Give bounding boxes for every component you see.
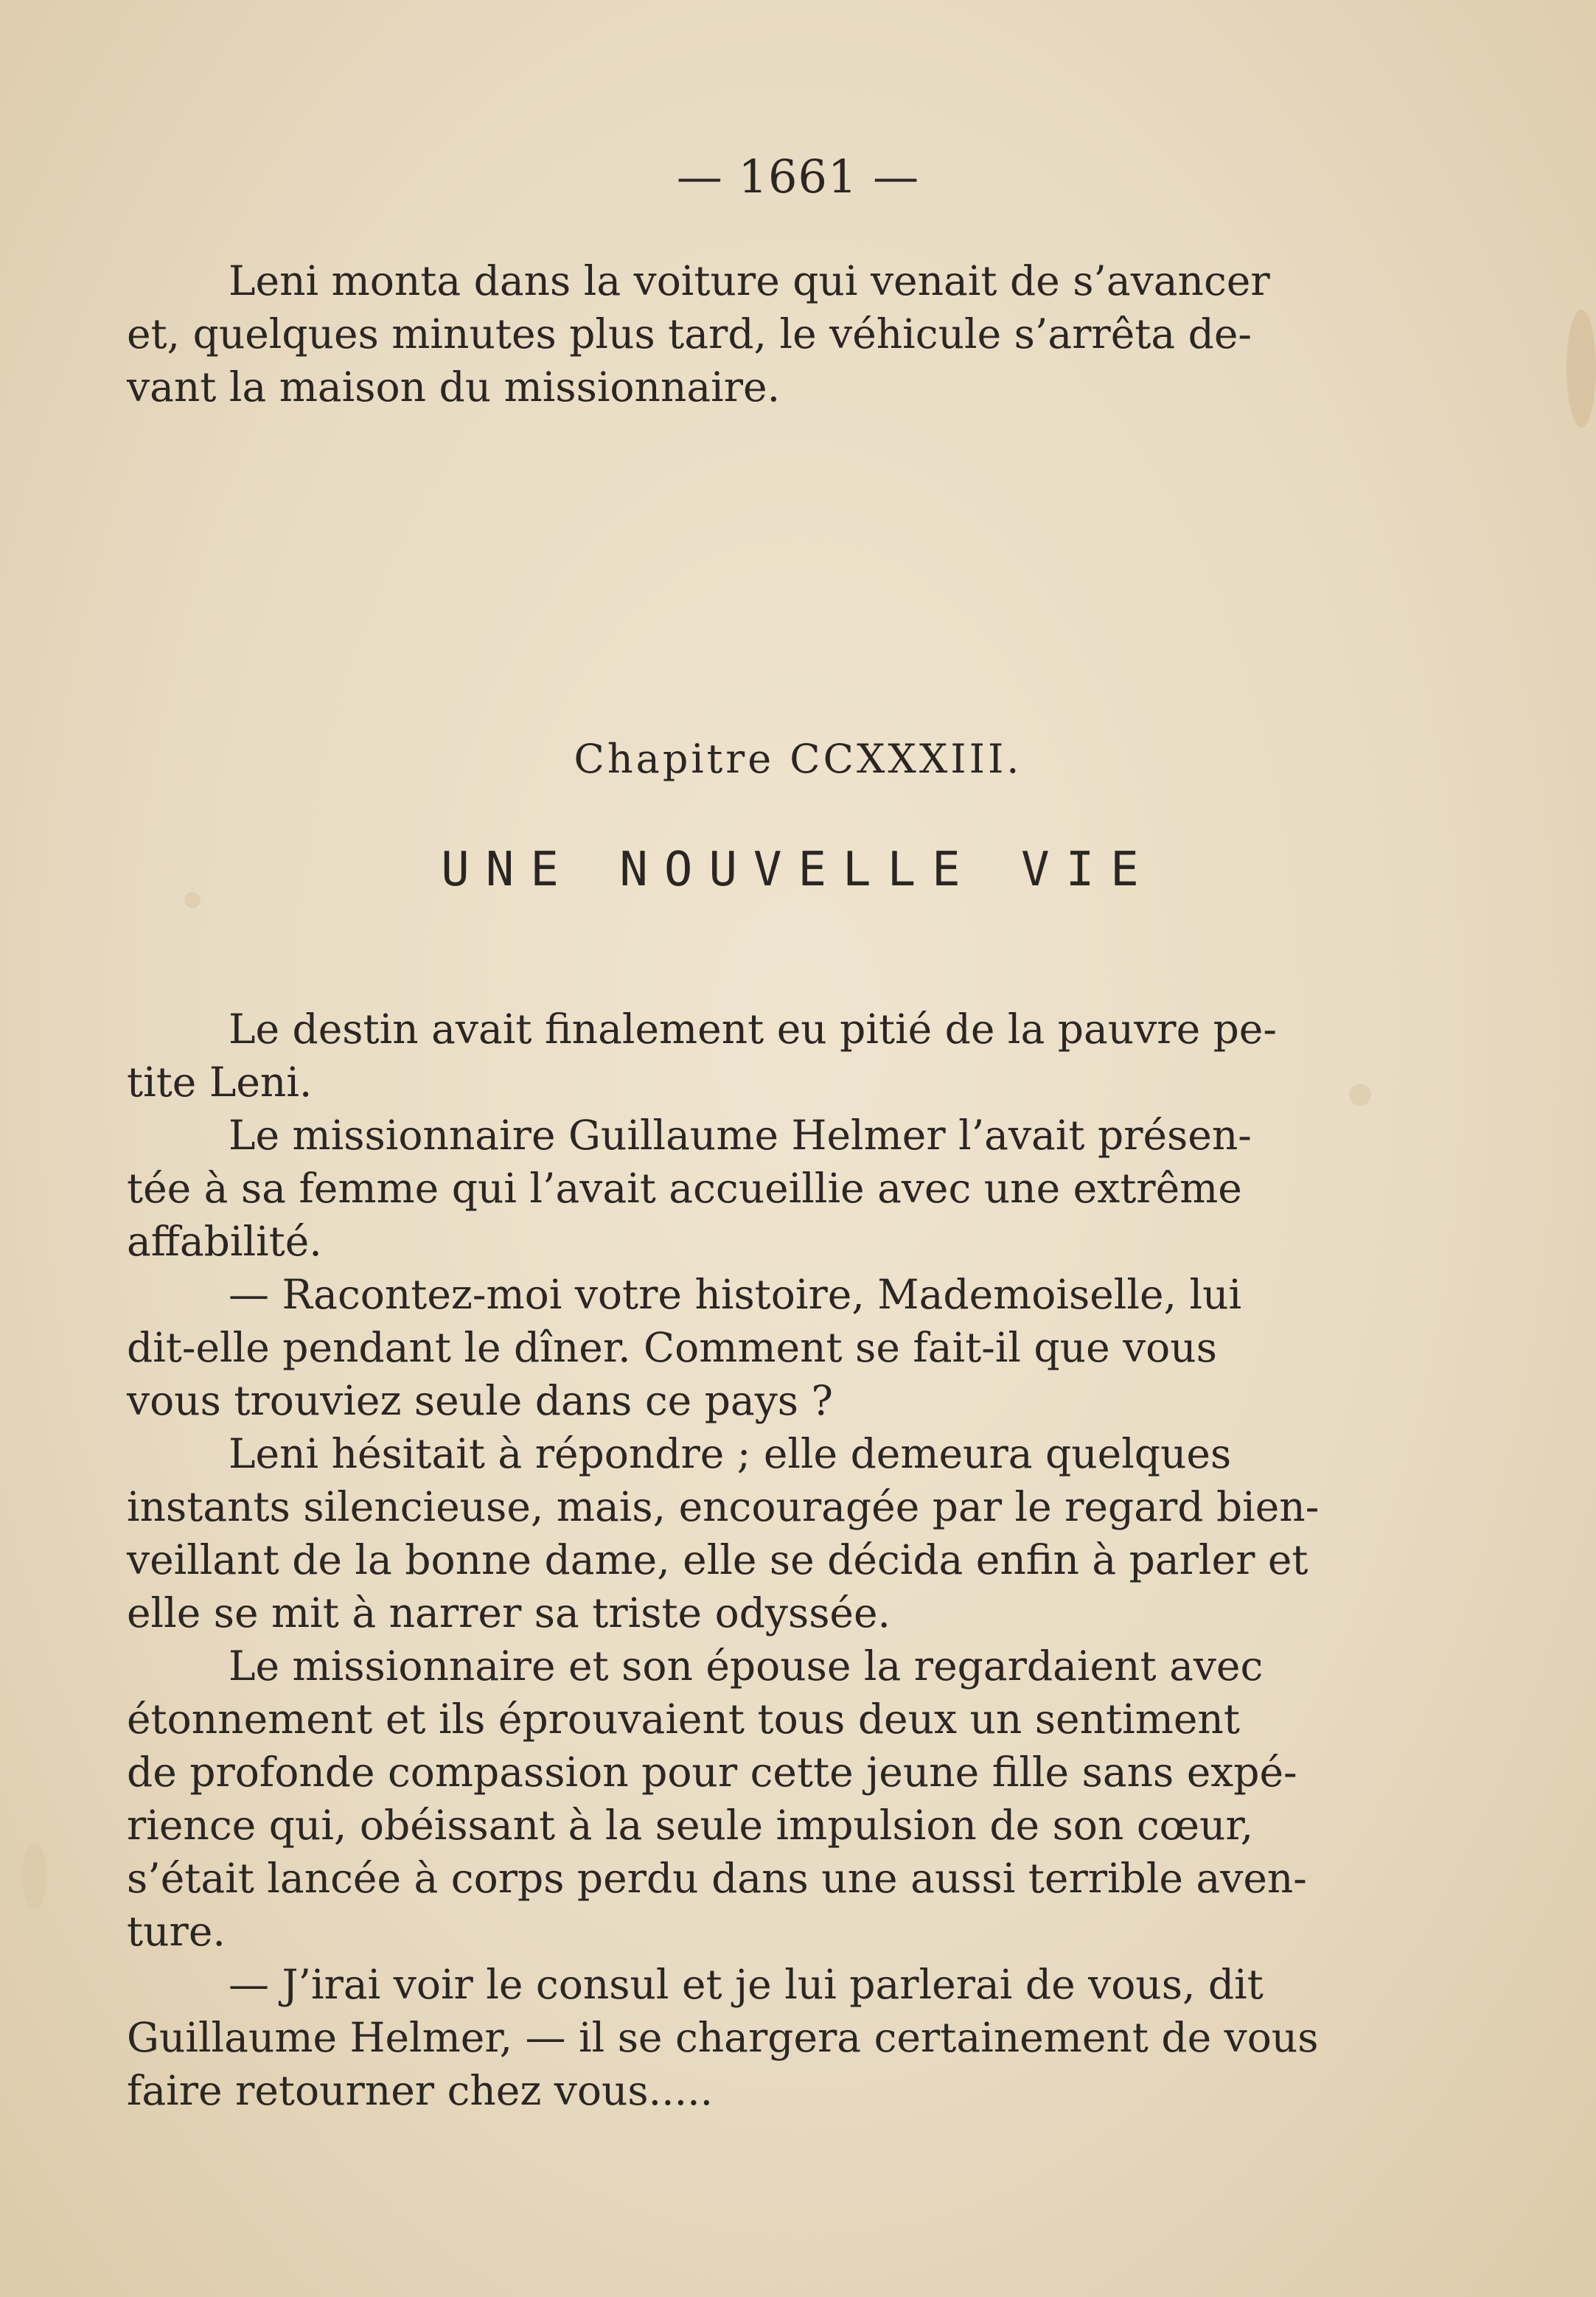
paper-stain [1567, 310, 1596, 428]
text-line: s’était lancée à corps perdu dans une aussi terrible aven- [127, 1855, 1307, 1902]
text-line: ture. [127, 1908, 226, 1955]
text-line: Le missionnaire Guillaume Helmer l’avait présen- [229, 1112, 1252, 1159]
text-line: — J’irai voir le consul et je lui parlerai de vous, dit [229, 1961, 1264, 2008]
text-line: Le missionnaire et son épouse la regardaient avec [229, 1642, 1264, 1690]
paragraph [127, 1958, 1395, 2117]
text-line: Leni hésitait à répondre ; elle demeura quelques [229, 1430, 1232, 1477]
paragraph [127, 1109, 1395, 1268]
text-line: dit-elle pendant le dîner. Comment se fait-il que vous [127, 1324, 1217, 1371]
text-line: de profonde compassion pour cette jeune fille sans expé- [127, 1749, 1297, 1796]
text-line: tite Leni. [127, 1059, 313, 1106]
opening-paragraph [127, 254, 1395, 414]
text-line: — Racontez-moi votre histoire, Mademoiselle, lui [229, 1271, 1242, 1318]
text-line: affabilité. [127, 1218, 322, 1265]
paragraph [127, 1268, 1395, 1427]
chapter-label: Chapitre CCXXXIII. [574, 736, 1022, 782]
text-line: tée à sa femme qui l’avait accueillie avec une extrême [127, 1165, 1242, 1212]
chapter-title: UNE NOUVELLE VIE [441, 843, 1155, 897]
paragraph [127, 1639, 1395, 1958]
text-line: Guillaume Helmer, — il se chargera certainement de vous [127, 2014, 1319, 2061]
text-line: et, quelques minutes plus tard, le véhicule s’arrêta de- [127, 310, 1252, 358]
text-line: Leni monta dans la voiture qui venait de s’avancer [229, 257, 1270, 304]
paper-stain [22, 1843, 47, 1909]
text-line: rience qui, obéissant à la seule impulsion de son cœur, [127, 1802, 1254, 1849]
text-line: vant la maison du missionnaire. [127, 363, 781, 411]
text-line: instants silencieuse, mais, encouragée par le regard bien- [127, 1483, 1320, 1530]
text-line: Le destin avait finalement eu pitié de la pauvre pe- [229, 1005, 1277, 1053]
text-line: vous trouviez seule dans ce pays ? [127, 1377, 833, 1424]
paragraph [127, 1427, 1395, 1639]
text-line: elle se mit à narrer sa triste odyssée. [127, 1589, 891, 1637]
paragraph [127, 1003, 1395, 1109]
page-number: — 1661 — [676, 150, 920, 203]
text-line: veillant de la bonne dame, elle se décida enfin à parler et [127, 1536, 1308, 1583]
text-line: étonnement et ils éprouvaient tous deux un sentiment [127, 1695, 1240, 1743]
text-line: faire retourner chez vous..... [127, 2067, 714, 2114]
